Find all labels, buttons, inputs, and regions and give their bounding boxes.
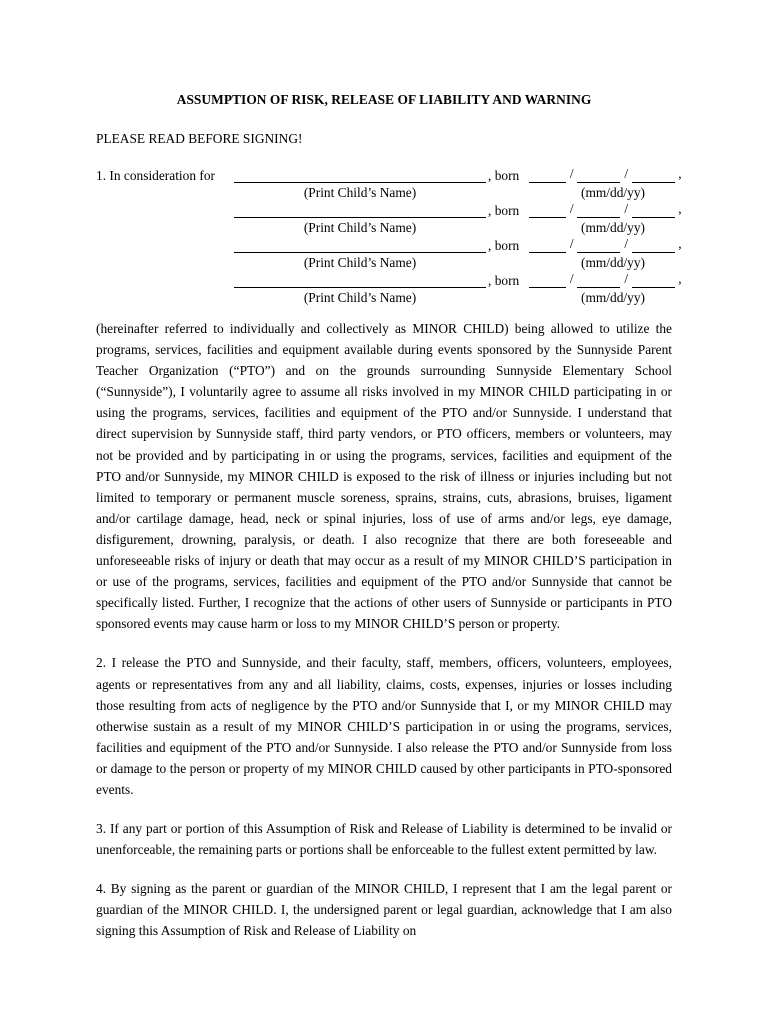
birthdate-field-group <box>529 166 682 185</box>
birthdate-field-group <box>529 271 682 290</box>
birthdate-caption: (mm/dd/yy) <box>581 185 645 200</box>
paragraph-clause-3: 3. If any part or portion of this Assumption of Risk and Release of Liability is determined to be invalid or unenforceable, the remaining parts or portions shall be enforceable to the fullest extent permitted by law. <box>96 821 672 858</box>
date-separator-2: / <box>624 201 629 216</box>
birthdate-field-group <box>529 236 682 255</box>
birth-year-input[interactable] <box>632 271 675 288</box>
child-name-input[interactable] <box>234 166 486 183</box>
birth-day-input[interactable] <box>577 166 620 183</box>
child-entry-captions <box>96 220 672 236</box>
birth-day-input[interactable] <box>577 236 620 253</box>
child-entry-captions <box>96 290 672 306</box>
date-separator-1: / <box>569 271 574 286</box>
birthdate-caption: (mm/dd/yy) <box>581 255 645 270</box>
date-separator-2: / <box>624 236 629 251</box>
child-name-input[interactable] <box>234 201 486 218</box>
row-trailing-comma: , <box>678 166 682 181</box>
child-name-caption: (Print Child’s Name) <box>303 220 417 235</box>
child-name-input[interactable] <box>234 236 486 253</box>
child-entry-fields <box>96 166 682 185</box>
date-separator-1: / <box>569 166 574 181</box>
child-name-caption: (Print Child’s Name) <box>303 290 417 305</box>
child-entry-row <box>96 166 682 201</box>
row-trailing-comma: , <box>678 201 682 216</box>
birth-day-input[interactable] <box>577 201 620 218</box>
child-entry-row <box>96 201 682 236</box>
birth-month-input[interactable] <box>529 271 566 288</box>
date-separator-2: / <box>624 271 629 286</box>
child-name-caption: (Print Child’s Name) <box>303 255 417 270</box>
birth-month-input[interactable] <box>529 236 566 253</box>
birth-month-input[interactable] <box>529 166 566 183</box>
birth-year-input[interactable] <box>632 201 675 218</box>
child-entry-row <box>96 271 682 306</box>
consideration-lead-in-label: 1. In consideration for <box>96 168 215 183</box>
born-label: , born <box>488 238 520 253</box>
page-title: ASSUMPTION OF RISK, RELEASE OF LIABILITY AND WARNING <box>176 92 592 107</box>
born-label: , born <box>488 168 520 183</box>
row-trailing-comma: , <box>678 271 682 286</box>
paragraph-preamble: (hereinafter referred to individually and collectively as MINOR CHILD) being allowed to utilize the programs, services, facilities and equipment available during events sponsored by the Sunnyside Parent Teacher Organization (“PTO”) and on the grounds surrounding Sunnyside Elementary School (“Sunnyside”), I voluntarily agree to assume all risks involved in my MINOR CHILD participating in or using the programs, services, facilities and equipment of the PTO and/or Sunnyside. I understand that direct supervision by Sunnyside staff, third party vendors, or PTO officers, members or volunteers, may not be provided and by participating in or using the programs, services, facilities and equipment of the PTO and/or Sunnyside, my MINOR CHILD is exposed to the risk of illness or injuries including but not limited to temporary or permanent muscle soreness, sprains, strains, cuts, abrasions, bruises, ligament and/or cartilage damage, head, neck or spinal injuries, loss of use of arms and/or legs, eye damage, disfigurement, drowning, paralysis, or death. I also recognize that there are both foreseeable and unforeseeable risks of injury or death that may occur as a result of my MINOR CHILD’S participation in or use of the programs, services, facilities and equipment of the PTO and/or Sunnyside that cannot be specifically listed. Further, I recognize that the actions of other users of Sunnyside or participants in PTO sponsored events may cause harm or loss to my MINOR CHILD’S person or property. <box>96 321 672 632</box>
date-separator-2: / <box>624 166 629 181</box>
born-label: , born <box>488 203 520 218</box>
child-information-form <box>96 166 682 306</box>
birth-month-input[interactable] <box>529 201 566 218</box>
child-entry-fields <box>96 271 682 290</box>
birth-year-input[interactable] <box>632 236 675 253</box>
row-trailing-comma: , <box>678 236 682 251</box>
date-separator-1: / <box>569 236 574 251</box>
paragraph-clause-4: 4. By signing as the parent or guardian of the MINOR CHILD, I represent that I am the legal parent or guardian of the MINOR CHILD. I, the undersigned parent or legal guardian, acknowledge that I am also signing this Assumption of Risk and Release of Liability on <box>96 881 672 939</box>
paragraph-clause-2: 2. I release the PTO and Sunnyside, and their faculty, staff, members, officers, volunteers, employees, agents or representatives from any and all liability, claims, costs, expenses, injuries or losses including those resulting from acts of negligence by the PTO and/or Sunnyside that I, or my MINOR CHILD may otherwise sustain as a result of my MINOR CHILD’S participation in or using the programs, services, facilities and equipment of the PTO and/or Sunnyside. I also release the PTO and/or Sunnyside from loss or damage to the person or property of my MINOR CHILD caused by other participants in PTO-sponsored events. <box>96 655 672 797</box>
birthdate-caption: (mm/dd/yy) <box>581 290 645 305</box>
born-label: , born <box>488 273 520 288</box>
document-body <box>96 318 672 942</box>
child-entry-captions <box>96 185 672 201</box>
child-entry-fields <box>96 236 682 255</box>
birth-year-input[interactable] <box>632 166 675 183</box>
child-name-input[interactable] <box>234 271 486 288</box>
birth-day-input[interactable] <box>577 271 620 288</box>
birthdate-field-group <box>529 201 682 220</box>
date-separator-1: / <box>569 201 574 216</box>
birthdate-caption: (mm/dd/yy) <box>581 220 645 235</box>
child-name-caption: (Print Child’s Name) <box>303 185 417 200</box>
child-entry-captions <box>96 255 672 271</box>
child-entry-row <box>96 236 682 271</box>
child-entry-fields <box>96 201 682 220</box>
document-subtitle: PLEASE READ BEFORE SIGNING! <box>96 131 303 146</box>
